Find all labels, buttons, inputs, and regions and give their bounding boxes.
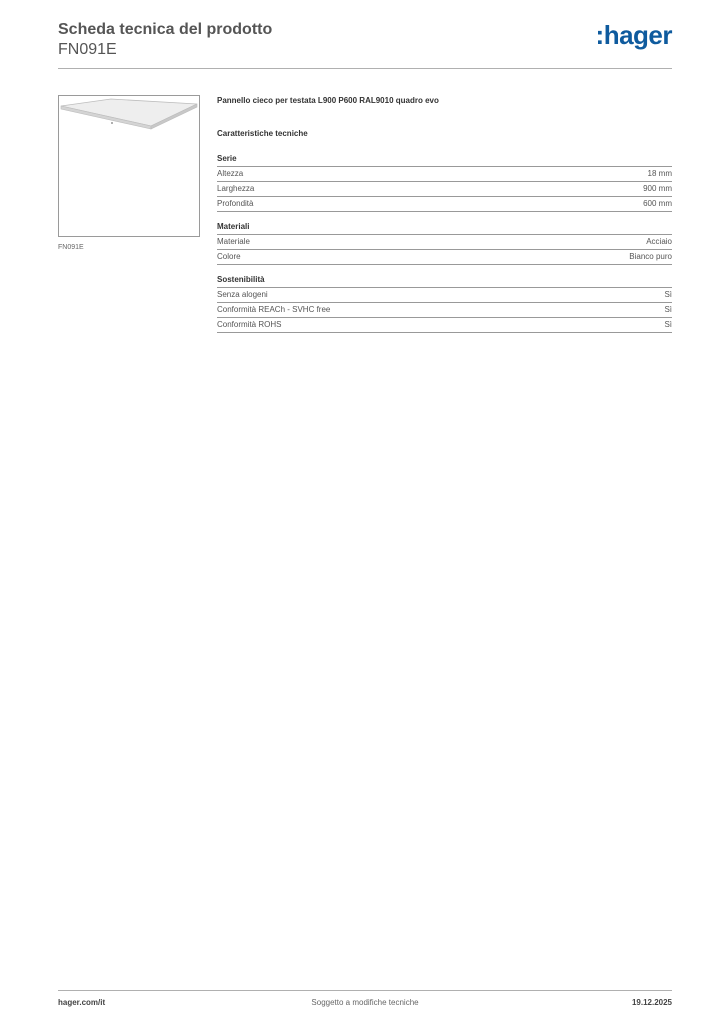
spec-value: 600 mm <box>643 199 672 208</box>
group-title: Sostenibilità <box>217 274 672 288</box>
spec-row <box>217 197 672 212</box>
spec-label: Altezza <box>217 169 244 178</box>
group-title: Serie <box>217 153 672 167</box>
group-sostenibilita <box>217 274 672 333</box>
page-header <box>58 20 672 60</box>
spec-value: Sì <box>664 305 672 314</box>
spec-label: Colore <box>217 252 241 261</box>
spec-value: Sì <box>664 290 672 299</box>
page-title: Scheda tecnica del prodotto <box>58 21 273 38</box>
spec-value: Bianco puro <box>629 252 672 261</box>
product-code: FN091E <box>58 41 117 58</box>
spec-label: Conformità REACh - SVHC free <box>217 305 331 314</box>
spec-row <box>217 250 672 265</box>
footer-notice: Soggetto a modifiche tecniche <box>311 998 419 1007</box>
spec-row <box>217 235 672 250</box>
panel-illustration <box>59 96 199 236</box>
spec-value: 900 mm <box>643 184 672 193</box>
spec-row <box>217 167 672 182</box>
spec-label: Conformità ROHS <box>217 320 282 329</box>
group-title: Materiali <box>217 221 672 235</box>
footer-date: 19.12.2025 <box>631 998 672 1007</box>
product-details <box>217 95 672 333</box>
logo-text: hager <box>603 20 672 50</box>
footer-website-link[interactable]: hager.com/it <box>58 998 106 1007</box>
spec-label: Larghezza <box>217 184 255 193</box>
spec-row <box>217 303 672 318</box>
spec-row <box>217 318 672 333</box>
spec-label: Profondità <box>217 199 254 208</box>
group-serie <box>217 153 672 212</box>
hager-logo: :hager <box>595 20 672 50</box>
spec-value: Sì <box>664 320 672 329</box>
section-title: Caratteristiche tecniche <box>217 129 308 138</box>
spec-label: Senza alogeni <box>217 290 268 299</box>
product-description: Pannello cieco per testata L900 P600 RAL9010 quadro evo <box>217 96 439 105</box>
footer-divider <box>58 990 672 991</box>
spec-row <box>217 182 672 197</box>
spec-value: Acciaio <box>646 237 672 246</box>
header-divider <box>58 68 672 69</box>
image-caption: FN091E <box>58 244 84 251</box>
product-image <box>58 95 200 237</box>
group-materiali <box>217 221 672 265</box>
spec-value: 18 mm <box>647 169 672 178</box>
spec-row <box>217 288 672 303</box>
spec-label: Materiale <box>217 237 250 246</box>
